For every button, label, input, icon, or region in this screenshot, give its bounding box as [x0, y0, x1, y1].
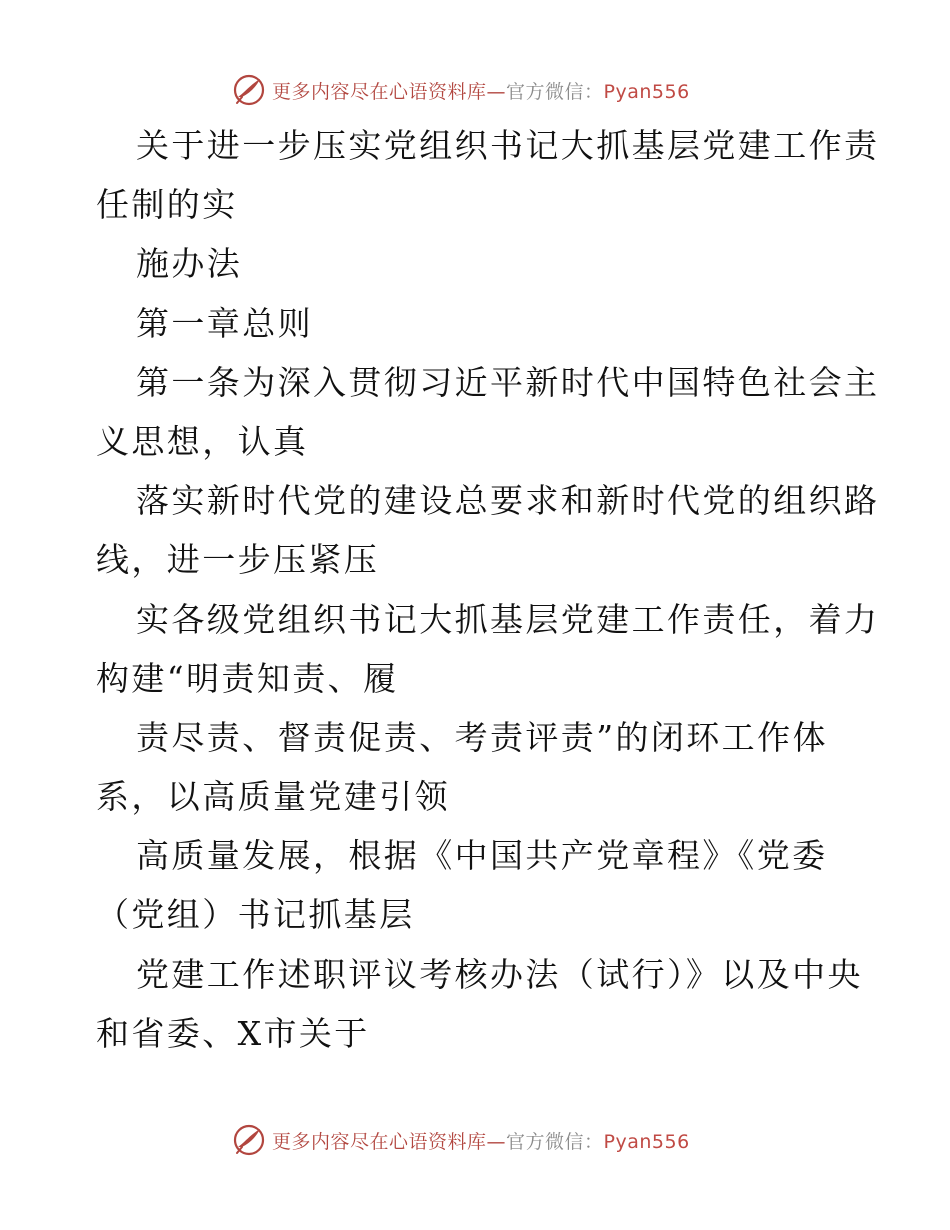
- text-line: 任制的实: [96, 185, 238, 225]
- text-line: 义思想，认真: [96, 421, 309, 461]
- text-line: 和省委、X市关于: [96, 1013, 370, 1053]
- text-line: 第一条为深入贯彻习近平新时代中国特色社会主: [136, 362, 880, 402]
- watermark-wechat-id: Pyan556: [603, 80, 690, 103]
- footer-watermark: [232, 1122, 732, 1158]
- watermark-wechat-label: 官方微信：: [506, 80, 604, 103]
- text-line: 责尽责、督责促责、考责评责”的闭环工作体: [136, 717, 828, 757]
- text-line: 关于进一步压实党组织书记大抓基层党建工作责: [136, 126, 880, 165]
- text-line: 党建工作述职评议考核办法（试行）》以及中央: [136, 954, 863, 994]
- watermark-dash: —: [486, 1130, 507, 1153]
- watermark-main-text: 更多内容尽在心语资料库: [272, 80, 487, 103]
- text-line: 第一章总则: [136, 303, 313, 343]
- text-line: 落实新时代党的建设总要求和新时代党的组织路: [136, 481, 880, 521]
- watermark-wechat-label: 官方微信：: [506, 1130, 604, 1153]
- feather-pen-logo-icon: [232, 73, 266, 107]
- text-line: 高质量发展，根据《中国共产党章程》《党委: [136, 836, 828, 876]
- watermark-main-text: 更多内容尽在心语资料库: [272, 1130, 487, 1153]
- text-line: （党组）书记抓基层: [96, 895, 415, 935]
- text-line: 实各级党组织书记大抓基层党建工作责任，着力: [136, 599, 880, 639]
- text-line: 线，进一步压紧压: [96, 540, 380, 580]
- text-line: 系，以高质量党建引领: [96, 777, 450, 817]
- watermark-dash: —: [486, 80, 507, 103]
- header-watermark: [232, 72, 732, 108]
- text-line: 施办法: [136, 244, 243, 284]
- feather-pen-logo-icon: [232, 1123, 266, 1157]
- document-body: [96, 116, 880, 1063]
- watermark-wechat-id: Pyan556: [603, 1130, 690, 1153]
- text-line: 构建“明责知责、履: [96, 658, 399, 698]
